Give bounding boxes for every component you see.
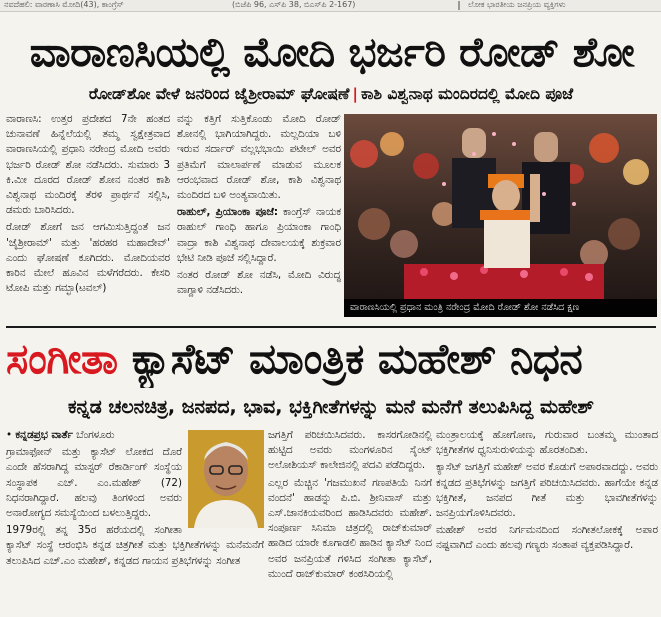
story1-col2-para-3: ನಂತರ ರೋಡ್ ಶೋ ನಡೆಸಿ, ಮೋದಿ ವಿರುದ್ಧ ವಾಗ್ದಾಳಿ ನಡೆಸಿದರು. [177, 269, 341, 297]
top-strip [0, 0, 661, 12]
story1-subhead-right: ಕಾಶಿ ವಿಶ್ವನಾಥ ಮಂದಿರದಲ್ಲಿ ಮೋದಿ ಪೂಜೆ [361, 85, 574, 103]
story2-byline: ಕನ್ನಡಪ್ರಭ ವಾರ್ತೆ [15, 429, 73, 441]
story1-subhead-left: ರೋಡ್‌ಶೋ ವೇಳೆ ಜನರಿಂದ ಜೈಶ್ರೀರಾಮ್ ಘೋಷಣೆ [88, 85, 350, 103]
top-strip-right: ಲೋಕ ಭಾರತೀಯ ಜನಪ್ರಿಯ ವ್ಯಕ್ತಿಗಳು [468, 0, 566, 9]
story2-col2-para-2: ಎಲ್ಲರ ಮೆಚ್ಚಿನ 'ಗಜಮುಖನೆ ಗಣಪತಿಯೆ ನಿನಗೆ ವಂದನೆ' ಹಾಡನ್ನು ಪಿ.ಬಿ. ಶ್ರೀನಿವಾಸ್ ಮತ್ತು ಎಸ್.ಜಾನಕಿಯವರಿಂದ ಹಾಡಿಸಿದವರು ಮಹೇಶ್. ಸಂಪೂರ್ಣ ಸಿನಿಮಾ ಚಿತ್ರದಲ್ಲಿ ರಾಜ್‌ಕುಮಾರ್ ಹಾಡಿದ ಯಾರೇ ಕೂಗಾಡಲಿ ಹಾಡಿನ ಕ್ಯಾಸೆಟ್ ನಿಂದ ಅವರ ಜನಪ್ರಿಯತೆ ಗಳಿಸಿದ ಸಂಗೀತಾ ಕ್ಯಾಸೆಟ್, ಮುಂದೆ ರಾಜ್‌ಕುಮಾರ್ ಕಂಠಸಿರಿಯಲ್ಲಿ [268, 476, 432, 580]
story2-col2-para-1: ಜಗತ್ತಿಗೆ ಪರಿಚಯಿಸಿದವರು. ಕಾಸರಗೋಡಿನಲ್ಲಿ ಹುಟ್ಟಿದ ಅವರು ಮಂಗಳೂರಿನ ಸೈಂಟ್ ಅಲೋಶಿಯಸ್ ಕಾಲೇಜಿನಲ್ಲಿ ಪದವಿ ಪಡೆದಿದ್ದರು. [268, 429, 432, 472]
story2-col1-para-2: 1979ರಲ್ಲಿ ತನ್ನ 35ರ ಹರೆಯದಲ್ಲಿ ಸಂಗೀತಾ ಕ್ಯಾಸೆಟ್ ಸಂಸ್ಥೆ ಆರಂಭಿಸಿ ಕನ್ನಡ ಚಿತ್ರಗೀತೆ ಮತ್ತು ಭಕ್ತಿಗೀತೆಗಳನ್ನು ಮನೆಮನೆಗೆ ತಲುಪಿಸಿದ ಎಚ್.ಎಂ ಮಹೇಶ್, ಕನ್ನಡದ ಗಾಯನ ಪ್ರತಿಭೆಗಳನ್ನು ಸಂಗೀತ [6, 524, 264, 567]
story1-subheadline [6, 82, 656, 106]
story1-col1-para-2: ರೋಡ್ ಶೋಗೆ ಜನ ಆಗಮಿಸುತ್ತಿದ್ದಂತೆ ಜನ 'ಜೈಶ್ರೀರಾಮ್' ಮತ್ತು 'ಹರಹರ ಮಹಾದೇವ್' ಎಂದು ಘೋಷಣೆ ಕೂಗಿದರು. ಮೋದಿಯವರ ಕಾರಿನ ಮೇಲೆ ಹೂವಿನ ಮಳೆಗರೆದರು. ಕೇಸರಿ ಟೋಪಿ ಮತ್ತು ಗಮ್ಛಾ(ಟವಲ್) [6, 221, 170, 295]
story2-col3-para-3: ಮಹೇಶ್ ಅವರ ನಿರ್ಗಮನದಿಂದ ಸಂಗೀತಲೋಕಕ್ಕೆ ಅಪಾರ ನಷ್ಟವಾಗಿದೆ ಎಂದು ಹಲವು ಗಣ್ಯರು ಸಂತಾಪ ವ್ಯಕ್ತಪಡಿಸಿದ್ದಾರೆ. [436, 524, 658, 552]
story2-subheadline: ಕನ್ನಡ ಚಲನಚಿತ್ರ, ಜನಪದ, ಭಾವ, ಭಕ್ತಿಗೀತೆಗಳನ್ನು ಮನೆ ಮನೆಗೆ ತಲುಪಿಸಿದ್ದ ಮಹೇಶ್ [67, 396, 594, 418]
story2-col3-para-1: ಮಂತ್ರಾಲಯಕ್ಕೆ ಹೋಗೋಣ, ಗುರುವಾರ ಬಂತಮ್ಮ ಮುಂತಾದ ಭಕ್ತಿಗೀತೆಗಳ ಧ್ವನಿಸುರುಳಿಯನ್ನು ಹೊರತಂದಿತು. [436, 429, 658, 457]
story1-col2-para-1: ವನ್ನು ಕತ್ತಿಗೆ ಸುತ್ತಿಕೊಂಡು ಮೋದಿ ರೋಡ್ ಶೋನಲ್ಲಿ ಭಾಗಿಯಾಗಿದ್ದರು. ಮಲ್ಲದಿಯಾ ಬಳಿ ಇರುವ ಸರ್ದಾರ್ ವಲ್ಲಭಭಾಯಿ ಪಟೇಲ್ ಅವರ ಪ್ರತಿಮೆಗೆ ಮಾಲಾರ್ಪಣೆ ಮಾಡುವ ಮೂಲಕ ಆರಂಭವಾದ ರೋಡ್ ಶೋ, ಕಾಶಿ ವಿಶ್ವನಾಥ ಮಂದಿರದ ಬಳಿ ಅಂತ್ಯವಾಯಿತು. [177, 113, 341, 202]
section-divider [6, 326, 656, 328]
roadshow-photo-image [344, 114, 657, 317]
story1-headline: ವಾರಾಣಸಿಯಲ್ಲಿ ಮೋದಿ ಭರ್ಜರಿ ರೋಡ್ ಶೋ [29, 28, 635, 76]
mahesh-portrait [188, 430, 264, 528]
story2-headline-brand: ಸಂಗೀತಾ [6, 334, 118, 383]
story1-column-2 [177, 112, 341, 322]
story2-column-1 [6, 428, 264, 617]
story1-column-1 [6, 112, 170, 322]
story1-col2-subheading: ರಾಹುಲ್, ಪ್ರಿಯಾಂಕಾ ಪೂಜೆ: [177, 206, 279, 219]
story2-dateline: ಬೆಂಗಳೂರು [76, 429, 115, 441]
story2-headline [6, 330, 658, 388]
top-strip-divider [458, 1, 460, 10]
story2-column-3 [436, 428, 658, 617]
top-strip-middle: (ಬಿಜೆಪಿ 96, ಎಸ್‌ಪಿ 38, ಬಿಎಸ್‌ಪಿ 2-167) [232, 0, 356, 9]
story1-col2-para-2: ಕಾಂಗ್ರೆಸ್ ನಾಯಕ ರಾಹುಲ್ ಗಾಂಧಿ ಹಾಗೂ ಪ್ರಿಯಾಂಕಾ ಗಾಂಧಿ ವಾದ್ರಾ ಕಾಶಿ ವಿಶ್ವನಾಥ ದೇವಾಲಯಕ್ಕೆ ಶುಕ್ರವಾರ ಭೇಟಿ ನೀಡಿ ಪೂಜೆ ಸಲ್ಲಿಸಿದ್ದಾರೆ. [177, 206, 341, 264]
story2-col3-para-2: ಕ್ಯಾಸೆಟ್ ಜಗತ್ತಿಗೆ ಮಹೇಶ್ ಅವರ ಕೊಡುಗೆ ಅಪಾರವಾದದ್ದು. ಅವರು ಕನ್ನಡದ ಪ್ರತಿಭೆಗಳನ್ನು ಜಗತ್ತಿಗೆ ಪರಿಚಯಿಸಿದವರು. ಹಾಗೆಯೇ ಕನ್ನಡ ಭಕ್ತಿಗೀತೆ, ಜನಪದ ಗೀತೆ ಮತ್ತು ಭಾವಗೀತೆಗಳನ್ನು ಜನಪ್ರಿಯಗೊಳಿಸಿದವರು. [436, 461, 658, 520]
story2-headline-text: ಕ್ಯಾಸೆಟ್ ಮಾಂತ್ರಿಕ ಮಹೇಶ್ ನಿಧನ [131, 334, 583, 383]
story2-col1-para-1: ಗ್ರಾಮಾಫೋನ್ ಮತ್ತು ಕ್ಯಾಸೆಟ್ ಲೋಕದ ದೊರೆ ಎಂದೇ ಹೆಸರಾಗಿದ್ದ ಮಾಸ್ಟರ್ ರೆಕಾರ್ಡಿಂಗ್ ಸಂಸ್ಥೆಯ ಸಂಸ್ಥಾಪಕ ಎಚ್. ಎಂ.ಮಹೇಶ್ (72) ನಿಧನರಾಗಿದ್ದಾರೆ. ಹಲವು ತಿಂಗಳಿಂದ ಅವರು ಅನಾರೋಗ್ಯದ ಸಮಸ್ಯೆಯಿಂದ ಬಳಲುತ್ತಿದ್ದರು. [6, 446, 182, 520]
top-strip-left: ನವದೆಹಲಿ: ವಾರಣಾಸಿ ಮೋದಿ(43), ಕಾಂಗ್ರೆಸ್ [4, 0, 124, 9]
story1-col1-para-1: ವಾರಾಣಸಿ: ಉತ್ತರ ಪ್ರದೇಶದ 7ನೇ ಹಂತದ ಚುನಾವಣೆ ಹಿನ್ನೆಲೆಯಲ್ಲಿ ತಮ್ಮ ಸ್ವಕ್ಷೇತ್ರವಾದ ವಾರಾಣಸಿಯಲ್ಲಿ ಪ್ರಧಾನಿ ನರೇಂದ್ರ ಮೋದಿ ಅವರು ಭರ್ಜರಿ ರೋಡ್ ಶೋ ನಡೆಸಿದರು. ಸುಮಾರು 3 ಕಿ.ಮೀ ದೂರದ ರೋಡ್ ಶೋನ ನಂತರ ಕಾಶಿ ವಿಶ್ವನಾಥ ಮಂದಿರಕ್ಕೆ ತೆರಳಿ ಪ್ರಾರ್ಥನೆ ಸಲ್ಲಿಸಿ, ಡಮರು ಬಾರಿಸಿದರು. [6, 113, 170, 217]
story2-column-2 [268, 428, 432, 617]
portrait-image [188, 430, 264, 528]
bullet-icon: • [6, 429, 13, 441]
roadshow-photo [344, 114, 657, 317]
photo-caption: ವಾರಾಣಸಿಯಲ್ಲಿ ಪ್ರಧಾನ ಮಂತ್ರಿ ನರೇಂದ್ರ ಮೋದಿ ರೋಡ್ ಶೋ ನಡೆಸಿದ ಕ್ಷಣ [344, 299, 657, 317]
subhead-separator: | [352, 85, 358, 103]
